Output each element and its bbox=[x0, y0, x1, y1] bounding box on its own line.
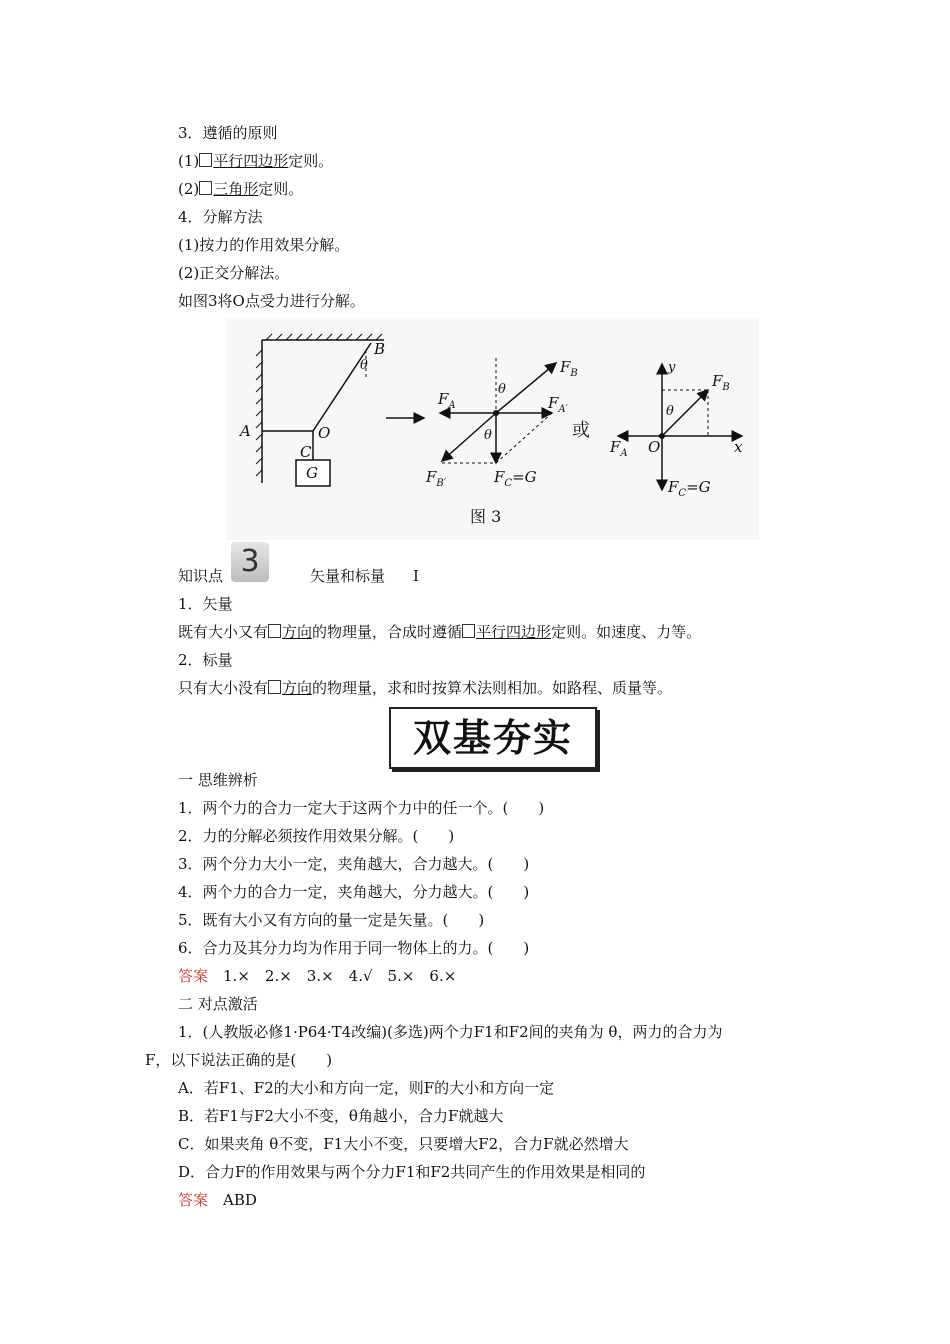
answer-label: 答案 bbox=[178, 1191, 209, 1209]
scalar-definition: 只有大小没有 方向的物理量，求和时按算术法则相加。如路程、质量等。 bbox=[178, 679, 673, 697]
vector-definition: 既有大小又有 方向的物理量，合成时遵循 平行四边形定则。如速度、力等。 bbox=[178, 623, 702, 641]
answer-box-icon bbox=[199, 153, 212, 167]
label-theta-right: θ bbox=[666, 404, 674, 419]
label-O-right: O bbox=[648, 438, 661, 456]
question1-line2: F，以下说法正确的是( ) bbox=[145, 1051, 333, 1069]
section3-heading: 3．遵循的原则 bbox=[178, 124, 278, 142]
knowledge-prefix: 知识点 bbox=[178, 567, 224, 585]
knowledge-title: 矢量和标量 bbox=[310, 567, 386, 585]
judgment-item: 5．既有大小又有方向的量一定是矢量。( ) bbox=[178, 911, 485, 929]
label-C: C bbox=[300, 443, 312, 461]
label-FB: $F_B$ bbox=[560, 358, 578, 379]
label-FA-right: $F_A$ bbox=[610, 438, 628, 459]
part2-heading: 二 对点激活 bbox=[178, 995, 258, 1013]
label-FA-prime: $F_{A'}$ bbox=[548, 394, 568, 415]
answer-label: 答案 bbox=[178, 967, 209, 985]
label-theta-mid-top: θ bbox=[498, 382, 506, 397]
answer-box-icon bbox=[268, 624, 281, 638]
label-B: B bbox=[374, 340, 386, 358]
strings bbox=[262, 343, 371, 460]
answer-box-icon bbox=[268, 680, 281, 694]
figure-caption: 图 3 bbox=[470, 507, 502, 526]
judgment-item: 4．两个力的合力一定，夹角越大，分力越大。( ) bbox=[178, 883, 530, 901]
option-B: B．若F1与F2大小不变，θ角越小，合力F就越大 bbox=[178, 1107, 504, 1125]
section4-heading: 4．分解方法 bbox=[178, 208, 263, 226]
label-theta-left: θ bbox=[360, 358, 368, 373]
label-O: O bbox=[318, 424, 331, 442]
label-FB-right: $F_B$ bbox=[712, 372, 730, 393]
middle-diagram bbox=[440, 358, 556, 463]
judgment-item: 1．两个力的合力一定大于这两个力中的任一个。( ) bbox=[178, 799, 545, 817]
section4-item2: (2)正交分解法。 bbox=[178, 264, 290, 282]
force-decomposition-figure bbox=[226, 318, 759, 540]
answer-box-icon bbox=[462, 624, 475, 638]
part1-heading: 一 思维辨析 bbox=[178, 771, 258, 789]
label-FB-prime: $F_{B'}$ bbox=[426, 468, 447, 489]
option-D: D．合力F的作用效果与两个分力F1和F2共同产生的作用效果是相同的 bbox=[178, 1163, 646, 1181]
judgment-item: 3．两个分力大小一定，夹角越大，合力越大。( ) bbox=[178, 855, 530, 873]
section3-item1: (1) 平行四边形定则。 bbox=[178, 152, 334, 170]
section3-item2: (2) 三角形定则。 bbox=[178, 180, 304, 198]
label-FC-right: $F_C=G$ bbox=[668, 478, 711, 499]
label-FA: $F_A$ bbox=[438, 390, 456, 411]
label-A: A bbox=[240, 422, 251, 440]
label-x: x bbox=[734, 438, 743, 456]
judgment-item: 2．力的分解必须按作用效果分解。( ) bbox=[178, 827, 455, 845]
option-A: A．若F1、F2的大小和方向一定，则F的大小和方向一定 bbox=[178, 1079, 555, 1097]
knowledge-level: Ⅰ bbox=[413, 567, 419, 585]
label-G: G bbox=[306, 464, 318, 482]
label-or: 或 bbox=[572, 420, 590, 441]
question1-line1: 1．(人教版必修1·P64·T4改编)(多选)两个力F1和F2间的夹角为 θ，两力的合力为 bbox=[178, 1023, 723, 1041]
label-FC-mid: $F_C=G$ bbox=[494, 468, 537, 489]
vector-heading: 1．矢量 bbox=[178, 595, 233, 613]
label-theta-mid-bottom: θ bbox=[484, 428, 492, 443]
part2-answer: 答案 ABD bbox=[178, 1191, 257, 1209]
answer-box-icon bbox=[199, 181, 212, 195]
section4-item1: (1)按力的作用效果分解。 bbox=[178, 236, 350, 254]
section-banner: 双基夯实 bbox=[389, 707, 597, 769]
part1-answer: 答案 1.× 2.× 3.× 4.√ 5.× 6.× bbox=[178, 967, 457, 985]
section4-intro: 如图3将O点受力进行分解。 bbox=[178, 292, 365, 310]
option-C: C．如果夹角 θ不变，F1大小不变，只要增大F2，合力F就必然增大 bbox=[178, 1135, 629, 1153]
scalar-heading: 2．标量 bbox=[178, 651, 233, 669]
judgment-item: 6．合力及其分力均为作用于同一物体上的力。( ) bbox=[178, 939, 530, 957]
knowledge-number-badge: 3 bbox=[231, 542, 269, 582]
label-y: y bbox=[668, 360, 676, 375]
